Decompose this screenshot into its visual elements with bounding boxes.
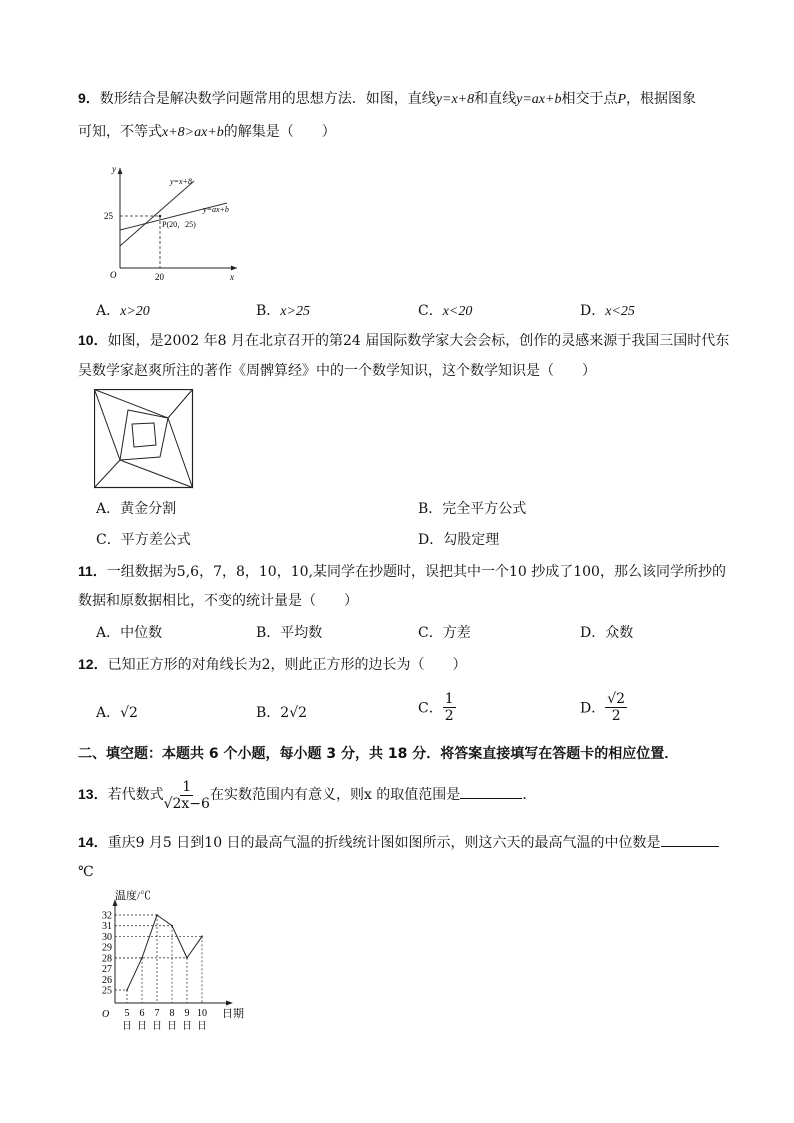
q12-line1 bbox=[78, 654, 466, 675]
q9-y-label: y bbox=[112, 164, 116, 174]
q10-text-1: 如图，是2002 年8 月在北京召开的第24 届国际数学家大会会标，创作的灵感来源于我国三国时代东 bbox=[107, 333, 730, 349]
chart-x-tick-suffix: 日 bbox=[137, 1021, 147, 1032]
q10-number: 10． bbox=[78, 332, 108, 348]
q12-number: 12． bbox=[78, 656, 108, 672]
chart-data-point bbox=[186, 957, 188, 959]
chart-x-tick-suffix: 日 bbox=[197, 1021, 207, 1032]
q9-point: P bbox=[617, 92, 627, 107]
q10-option-d[interactable]: D．勾股定理 bbox=[418, 532, 500, 548]
q9-y-arrow-icon bbox=[118, 168, 123, 174]
chart-origin: O bbox=[102, 1009, 110, 1020]
chart-y-tick-label: 25 bbox=[102, 985, 112, 997]
chart-series-line bbox=[127, 915, 202, 990]
q14-unit: ℃ bbox=[78, 864, 94, 880]
q11-option-c[interactable]: C．方差 bbox=[418, 625, 471, 641]
chart-x-tick-suffix: 日 bbox=[152, 1021, 162, 1032]
q12-option-d[interactable]: D． $\frac{√2}{2}$ bbox=[580, 691, 626, 724]
q9-number: 9． bbox=[78, 90, 100, 106]
chart-data-point bbox=[156, 914, 158, 916]
q9-text-a: 数形结合是解决数学问题常用的思想方法．如图，直线 bbox=[99, 91, 436, 107]
q13-text-pre: 若代数式 bbox=[107, 787, 164, 803]
q9-graph bbox=[102, 160, 242, 285]
chart-y-tick-label: 28 bbox=[102, 953, 112, 965]
q13-fraction: $\frac{1}{√2x-6}$ bbox=[163, 778, 210, 812]
chart-x-tick-label: 5 bbox=[124, 1008, 130, 1019]
q10-option-a[interactable]: A．黄金分割 bbox=[96, 501, 177, 517]
q9-line1-label: y=x+8 bbox=[170, 177, 192, 186]
q9-option-c[interactable]: C．x<20 bbox=[418, 303, 473, 319]
q12-option-a[interactable]: A．√2 bbox=[96, 705, 138, 721]
q9-x-arrow-icon bbox=[231, 266, 237, 271]
q9-line2 bbox=[78, 122, 336, 143]
chart-x-tick-suffix: 日 bbox=[167, 1021, 177, 1032]
q9-x-tick: 20 bbox=[155, 272, 164, 282]
q11-number: 11． bbox=[78, 563, 107, 579]
q14-line1 bbox=[78, 832, 719, 853]
q13-end: ． bbox=[522, 787, 537, 803]
chart-x-tick-label: 10 bbox=[197, 1008, 207, 1019]
chart-x-arrow-icon bbox=[226, 1001, 233, 1006]
q9-inequality: x+8>ax+b bbox=[162, 125, 224, 140]
chart-x-tick-suffix: 日 bbox=[122, 1021, 132, 1032]
q10-congress-logo bbox=[94, 389, 194, 489]
q9-point-label: P(20，25) bbox=[162, 220, 196, 229]
q13-number: 13． bbox=[78, 786, 108, 802]
q9-text-d: ，根据图象 bbox=[626, 91, 697, 107]
q14-text-1: 重庆9 月5 日到10 日的最高气温的折线统计图如图所示，则这六天的最高气温的中位数是 bbox=[107, 835, 661, 851]
q11-text-1: 一组数据为5,6，7，8，10，10,某同学在抄题时，误把其中一个10 抄成了100，那么该同学所抄的 bbox=[106, 564, 726, 580]
q12-option-c[interactable]: C． $\frac{1}{2}$ bbox=[418, 691, 454, 724]
q13-text-post: 在实数范围内有意义，则x 的取值范围是 bbox=[209, 787, 461, 803]
chart-x-tick-label: 7 bbox=[154, 1008, 160, 1019]
q9-text-e: 可知，不等式 bbox=[78, 124, 162, 140]
chart-x-label: 日期 bbox=[222, 1008, 244, 1020]
q10-option-c[interactable]: C．平方差公式 bbox=[96, 532, 191, 548]
q12-text-1: 已知正方形的对角线长为2，则此正方形的边长为（ ） bbox=[107, 657, 467, 673]
q11-option-b[interactable]: B．平均数 bbox=[256, 625, 323, 641]
q9-option-a[interactable]: A．x>20 bbox=[96, 303, 150, 319]
chart-y-label: 温度/℃ bbox=[115, 890, 152, 902]
q13-line bbox=[78, 777, 536, 812]
q13-answer-blank[interactable] bbox=[460, 784, 522, 799]
chart-data-point bbox=[171, 925, 173, 927]
section-heading-fill-in: 二、填空题：本题共 6 个小题，每小题 3 分，共 18 分．将答案直接填写在答题卡的相应位置． bbox=[78, 746, 679, 762]
q9-eq2: y=ax+b bbox=[516, 92, 562, 107]
q9-origin-label: O bbox=[110, 270, 117, 280]
chart-y-tick-label: 32 bbox=[102, 910, 112, 922]
chart-x-tick-label: 8 bbox=[169, 1008, 175, 1019]
q12-option-b[interactable]: B．2√2 bbox=[256, 705, 308, 721]
q9-point-p bbox=[159, 215, 162, 218]
q9-eq1: y=x+8 bbox=[435, 92, 475, 107]
q9-line-x-plus-8 bbox=[120, 181, 194, 246]
chart-data-point bbox=[126, 989, 128, 991]
chart-y-tick-label: 30 bbox=[102, 931, 112, 943]
q10-line1 bbox=[78, 330, 729, 351]
q9-x-label: x bbox=[230, 272, 234, 282]
q11-option-a[interactable]: A．中位数 bbox=[96, 625, 163, 641]
q9-option-d[interactable]: D．x<25 bbox=[580, 303, 635, 319]
chart-data-point bbox=[141, 957, 143, 959]
q14-answer-blank[interactable] bbox=[661, 832, 719, 847]
q14-number: 14． bbox=[78, 834, 108, 850]
q11-option-d[interactable]: D．众数 bbox=[580, 625, 634, 641]
chart-x-tick-label: 9 bbox=[184, 1008, 190, 1019]
q11-line2: 数据和原数据相比，不变的统计量是（ ） bbox=[78, 593, 358, 609]
q11-line1 bbox=[78, 561, 726, 582]
q10-line2: 吴数学家赵爽所注的著作《周髀算经》中的一个数学知识，这个数学知识是（ ） bbox=[78, 363, 596, 379]
q9-option-b[interactable]: B．x>25 bbox=[256, 303, 310, 319]
chart-y-tick-label: 29 bbox=[102, 942, 112, 954]
q9-text-f: 的解集是（ ） bbox=[223, 124, 336, 140]
chart-x-tick-label: 6 bbox=[139, 1008, 145, 1019]
chart-x-tick-suffix: 日 bbox=[182, 1021, 192, 1032]
q14-temperature-chart bbox=[95, 885, 255, 1033]
chart-data-point bbox=[201, 936, 203, 938]
chart-y-tick-label: 27 bbox=[102, 964, 112, 976]
chart-y-tick-label: 31 bbox=[102, 921, 112, 933]
q9-y-tick: 25 bbox=[104, 211, 113, 221]
q9-text-b: 和直线 bbox=[474, 91, 517, 107]
q9-text-c: 相交于点 bbox=[561, 91, 618, 107]
q9-line2-label: y=ax+b bbox=[203, 205, 229, 214]
q10-option-b[interactable]: B．完全平方公式 bbox=[418, 501, 527, 517]
q9-line1 bbox=[78, 88, 696, 110]
chart-y-tick-label: 26 bbox=[102, 974, 112, 986]
